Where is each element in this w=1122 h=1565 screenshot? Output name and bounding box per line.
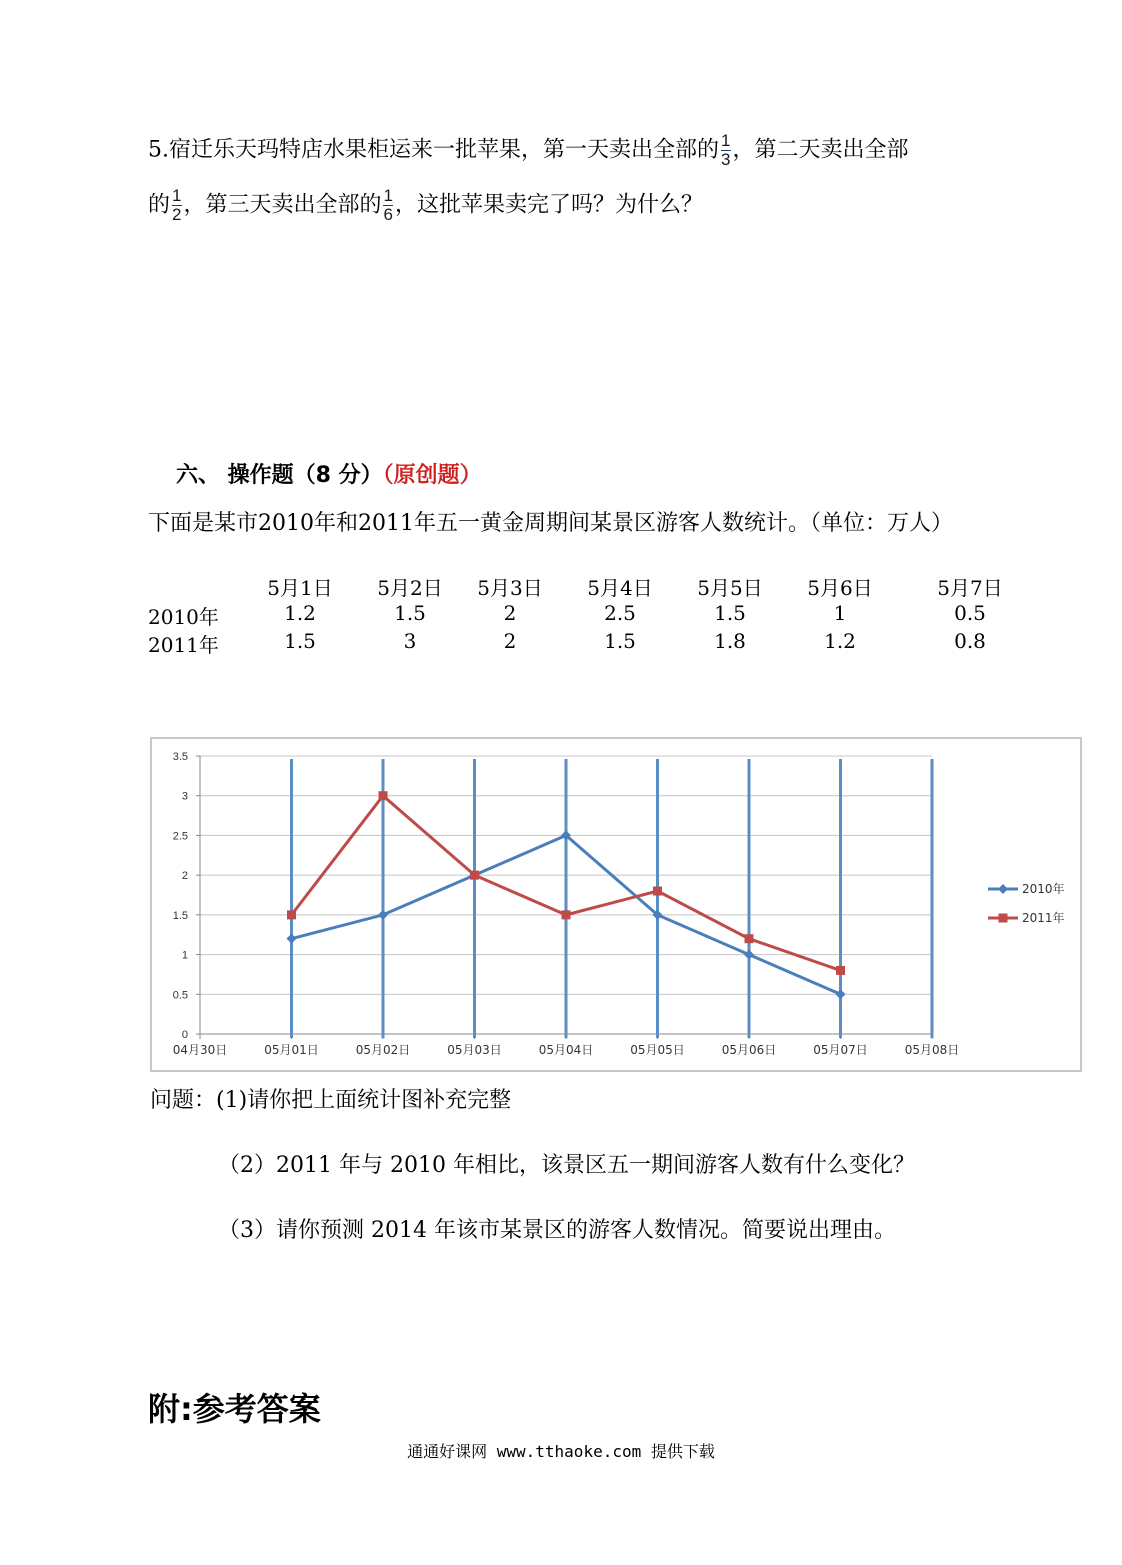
table-cell: 2 <box>503 601 517 625</box>
data-point <box>836 989 846 999</box>
x-tick-label: 05月03日 <box>447 1043 502 1057</box>
table-cell: 1 <box>833 601 847 625</box>
q5-text-c: 的 <box>148 192 171 218</box>
q5-text-d: ，第三天卖出全部的 <box>183 192 382 218</box>
table-cell: 3 <box>403 629 417 653</box>
answer-heading: 附:参考答案 <box>148 1390 321 1428</box>
x-tick-label: 05月07日 <box>813 1043 868 1057</box>
q5-text-e: ，这批苹果卖完了吗？为什么？ <box>394 192 703 218</box>
table-header-cell: 5月6日 <box>807 576 873 600</box>
data-point <box>470 871 479 880</box>
line-chart <box>150 737 1082 1072</box>
x-tick-label: 05月08日 <box>904 1043 960 1057</box>
table-cell: 1.5 <box>714 601 746 625</box>
y-tick-label: 1 <box>181 949 188 962</box>
table-header-cell: 5月5日 <box>697 576 763 600</box>
data-point <box>653 887 662 896</box>
table-cell: 2.5 <box>604 601 636 625</box>
x-tick-label: 05月06日 <box>721 1043 777 1057</box>
fraction-one-half: $\frac{1}{2}$ <box>172 186 182 224</box>
x-tick-label: 05月04日 <box>538 1043 594 1057</box>
fraction-one-third: $\frac{1}{3}$ <box>721 131 731 169</box>
table-header-cell: 5月7日 <box>937 576 1003 600</box>
data-point <box>378 910 388 920</box>
x-tick-label: 05月02日 <box>355 1043 411 1057</box>
table-header-cell: 5月1日 <box>267 576 333 600</box>
table-cell: 0.5 <box>954 601 986 625</box>
table-cell: 1.5 <box>604 629 636 653</box>
y-tick-label: 2 <box>181 870 188 883</box>
y-tick-label: 0.5 <box>172 989 188 1002</box>
table-header-cell: 5月4日 <box>587 576 653 600</box>
y-tick-label: 3 <box>181 790 188 803</box>
x-tick-label: 05月05日 <box>630 1043 685 1057</box>
data-point <box>287 910 296 919</box>
y-tick-label: 0 <box>181 1029 188 1041</box>
table-cell: 0.8 <box>954 629 986 653</box>
data-point <box>744 950 754 960</box>
data-point <box>836 966 845 975</box>
question-5-line1 <box>148 132 908 169</box>
legend-label: 2011年 <box>1022 911 1065 925</box>
table-header-cell: 5月2日 <box>377 576 443 600</box>
table-cell: 1.2 <box>824 629 856 653</box>
table-cell: 1.2 <box>284 601 316 625</box>
q5-text-b: ，第二天卖出全部 <box>732 137 909 163</box>
table-row-label: 2011年 <box>148 633 219 657</box>
question-5-line2 <box>148 187 703 224</box>
legend-label: 2010年 <box>1022 882 1065 896</box>
data-point <box>562 910 571 919</box>
section-6-intro: 下面是某市2010年和2011年五一黄金周期间某景区游客人数统计。（单位：万人） <box>148 511 953 536</box>
footer: 通通好课网 www.tthaoke.com 提供下载 <box>407 1442 715 1461</box>
q5-text-a: 5.宿迁乐天玛特店水果柜运来一批苹果，第一天卖出全部的 <box>148 137 719 163</box>
y-tick-label: 3.5 <box>172 751 188 763</box>
legend-marker <box>998 884 1008 894</box>
section-6-title: 六、 操作题（8 分）（原创题） <box>176 463 482 488</box>
question-3: （3）请你预测 2014 年该市某景区的游客人数情况。简要说出理由。 <box>218 1218 896 1243</box>
table-row-label: 2010年 <box>148 605 219 629</box>
data-point <box>745 934 754 943</box>
original-tag: （原创题） <box>382 463 482 488</box>
y-tick-label: 2.5 <box>172 830 188 843</box>
x-tick-label: 04月30日 <box>172 1043 228 1057</box>
table-cell: 1.5 <box>394 601 426 625</box>
question-1: 问题：(1)请你把上面统计图补充完整 <box>150 1088 512 1113</box>
fraction-one-sixth: $\frac{1}{6}$ <box>383 186 393 224</box>
table-cell: 1.5 <box>284 629 316 653</box>
x-tick-label: 05月01日 <box>264 1043 319 1057</box>
y-tick-label: 1.5 <box>172 909 188 922</box>
question-2: （2）2011 年与 2010 年相比，该景区五一期间游客人数有什么变化？ <box>218 1153 915 1178</box>
legend-marker <box>999 914 1008 923</box>
data-point <box>379 791 388 800</box>
data-point <box>287 934 297 944</box>
chart-svg <box>152 739 1080 1070</box>
table-cell: 1.8 <box>714 629 746 653</box>
table-cell: 2 <box>503 629 517 653</box>
table-header-cell: 5月3日 <box>477 576 543 600</box>
